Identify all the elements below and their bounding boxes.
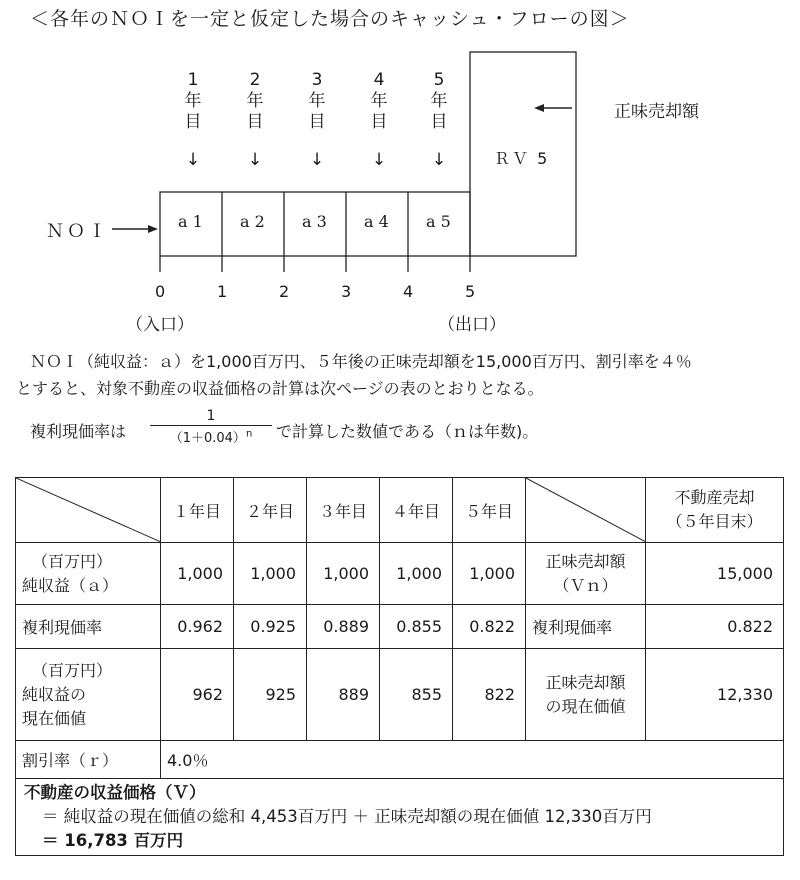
header-sale: 不動産売却 （５年目末） <box>646 478 784 543</box>
value-cell: 855 <box>380 649 453 741</box>
formula-fraction <box>150 408 272 446</box>
diagonal-header-cell <box>526 478 646 543</box>
row-label-net-income: （百万円） 純収益（ａ） <box>16 543 161 605</box>
diagonal-line <box>16 478 161 542</box>
cell-a5: a 5 <box>426 212 451 231</box>
sale-label: 複利現価率 <box>526 605 646 649</box>
value-cell: 0.822 <box>453 605 526 649</box>
formula-numerator: 1 <box>206 408 216 424</box>
value-cell: 0.855 <box>380 605 453 649</box>
header-year: ２年目 <box>234 478 307 543</box>
row-label-discount-factor: 複利現価率 <box>16 605 161 649</box>
annotation-arrow-head <box>534 104 544 112</box>
row-label-present-value: （百万円） 純収益の 現在価値 <box>16 649 161 741</box>
year-label: 1 年 目 <box>184 70 202 132</box>
value-cell: 1,000 <box>453 543 526 605</box>
header-year: ３年目 <box>307 478 380 543</box>
value-cell: 925 <box>234 649 307 741</box>
paragraph-line: とすると、対象不動産の収益価格の計算は次ページの表のとおりとなる。 <box>16 379 544 398</box>
value-cell: 1,000 <box>380 543 453 605</box>
row-label-discount-rate: 割引率（ｒ） <box>16 741 161 779</box>
total-result: ＝ 16,783 百万円 <box>42 831 184 850</box>
discount-rate-value: 4.0％ <box>161 741 784 779</box>
exit-label: （出口） <box>438 315 506 335</box>
table-row <box>16 649 784 741</box>
table-row <box>16 741 784 779</box>
value-cell: 1,000 <box>234 543 307 605</box>
total-formula: ＝ 純収益の現在価値の総和 4,453百万円 ＋ 正味売却額の現在価値 12,330百万円 <box>42 807 652 826</box>
value-cell: 889 <box>307 649 380 741</box>
table-header-row <box>16 478 784 543</box>
tick-label: 3 <box>341 282 352 301</box>
sale-value: 12,330 <box>646 649 784 741</box>
year-label: 3 年 目 <box>308 70 326 132</box>
value-cell: 822 <box>453 649 526 741</box>
value-cell: 1,000 <box>161 543 234 605</box>
down-arrow-icon: ↓ <box>185 150 201 170</box>
rv-label: ＲＶ 5 <box>494 149 550 168</box>
tick-label: 1 <box>217 282 228 301</box>
diagonal-line <box>526 478 646 542</box>
value-cell: 962 <box>161 649 234 741</box>
entry-label: （入口） <box>126 315 194 335</box>
page-title: ＜各年のＮＯＩを一定と仮定した場合のキャッシュ・フローの図＞ <box>30 8 630 30</box>
table-row <box>16 605 784 649</box>
sale-value: 15,000 <box>646 543 784 605</box>
formula-denominator: $(1+0.04)^n$ <box>150 425 272 446</box>
header-year: ４年目 <box>380 478 453 543</box>
rv-annotation: 正味売却額 <box>614 102 699 122</box>
value-cell: 0.962 <box>161 605 234 649</box>
paragraph-line: ＮＯＩ（純収益：ａ）を1,000百万円、５年後の正味売却額を15,000百万円、割引率を４％ <box>30 352 692 371</box>
total-row <box>16 779 784 856</box>
down-arrow-icon: ↓ <box>371 150 387 170</box>
cell-a2: a 2 <box>240 212 265 231</box>
value-cell: 0.889 <box>307 605 380 649</box>
value-cell: 0.925 <box>234 605 307 649</box>
value-cell: 1,000 <box>307 543 380 605</box>
valuation-table <box>15 477 784 856</box>
total-heading: 不動産の収益価格（Ｖ） <box>24 783 206 802</box>
year-label: 2 年 目 <box>246 70 264 132</box>
diagonal-header-cell <box>16 478 161 543</box>
year-label: 4 年 目 <box>370 70 388 132</box>
cell-a1: a 1 <box>178 212 203 231</box>
formula-suffix: で計算した数値である（ｎは年数)。 <box>276 422 539 441</box>
tick-label: 5 <box>465 282 476 301</box>
cell-a3: a 3 <box>302 212 327 231</box>
total-cell <box>16 779 784 856</box>
down-arrow-icon: ↓ <box>247 150 263 170</box>
cell-a4: a 4 <box>364 212 389 231</box>
diagram-lines <box>0 0 800 340</box>
down-arrow-icon: ↓ <box>309 150 325 170</box>
sale-value: 0.822 <box>646 605 784 649</box>
sale-label: 正味売却額 の現在価値 <box>526 649 646 741</box>
noi-arrow-head <box>148 225 158 233</box>
sale-label: 正味売却額 （Ｖｎ） <box>526 543 646 605</box>
tick-label: 0 <box>155 282 166 301</box>
header-year: １年目 <box>161 478 234 543</box>
formula-prefix: 複利現価率は <box>30 422 127 441</box>
down-arrow-icon: ↓ <box>431 150 447 170</box>
tick-label: 2 <box>279 282 290 301</box>
table-row <box>16 543 784 605</box>
header-year: ５年目 <box>453 478 526 543</box>
tick-label: 4 <box>403 282 414 301</box>
noi-label: ＮＯＩ <box>46 221 109 242</box>
year-label: 5 年 目 <box>430 70 448 132</box>
